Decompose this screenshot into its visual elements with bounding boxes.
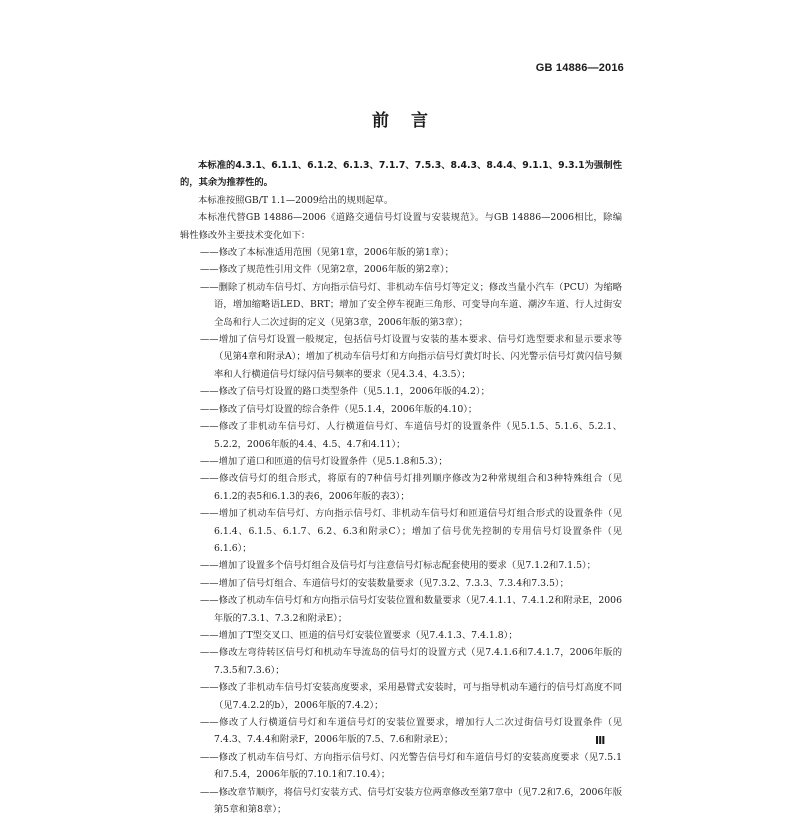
- change-list-item: ——增加了T型交叉口、匝道的信号灯安装位置要求（见7.4.1.3、7.4.1.8）；: [200, 629, 518, 641]
- change-list-item: ——修改了非机动车信号灯、人行横道信号灯、车道信号灯的设置条件（见5.1.5、5.1.6、5.2.1、5.2.2，2006年版的4.4、4.5、4.7和4.11）；: [200, 421, 622, 450]
- mandatory-clause-paragraph: 本标准的4.3.1、6.1.1、6.1.2、6.1.3、7.1.7、7.5.3、8.4.3、8.4.4、9.1.1、9.3.1为强制性的，其余为推荐性的。: [180, 160, 622, 189]
- change-list-item: ——修改章节顺序，将信号灯安装方式、信号灯安装方位两章修改至第7章中（见7.2和7.6，2006年版第5章和第8章）；: [200, 786, 622, 816]
- change-list-item: ——修改了信号灯设置的综合条件（见5.1.4，2006年版的4.10）；: [200, 403, 478, 415]
- page-number: Ⅲ: [595, 735, 606, 747]
- change-list-item: ——增加了设置多个信号灯组合及信号灯与注意信号灯标志配套使用的要求（见7.1.2和7.1.5）；: [200, 560, 596, 572]
- drafting-rules-paragraph: 本标准按照GB/T 1.1—2009给出的规则起草。: [198, 194, 394, 206]
- change-list-item: ——修改左弯待转区信号灯和机动车导流岛的信号灯的设置方式（见7.4.1.6和7.4.1.7，2006年版的7.3.5和7.3.6）；: [200, 647, 622, 676]
- change-list-item: ——修改了规范性引用文件（见第2章，2006年版的第2章）；: [200, 264, 454, 276]
- change-list-item: ——修改了本标准适用范围（见第1章，2006年版的第1章）；: [200, 247, 454, 259]
- change-list-item: ——修改了机动车信号灯和方向指示信号灯安装位置和数量要求（见7.4.1.1、7.4.1.2和附录E，2006年版的7.3.1、7.3.2和附录E）；: [200, 595, 622, 624]
- foreword-body: [180, 157, 622, 818]
- change-list-item: ——修改信号灯的组合形式，将原有的7种信号灯排列顺序修改为2种常规组合和3种特殊组合（见6.1.2的表5和6.1.3的表6，2006年版的表3）；: [200, 473, 622, 502]
- replacement-paragraph: 本标准代替GB 14886—2006《道路交通信号灯设置与安装规范》。与GB 14886—2006相比，除编辑性修改外主要技术变化如下：: [180, 212, 622, 241]
- change-list-item: ——删除了机动车信号灯、方向指示信号灯、非机动车信号灯等定义；修改当量小汽车（PCU）为缩略语，增加缩略语LED、BRT；增加了安全停车视距三角形、可变导向车道、潮汐车道、行人过街安全岛和行人二次过街的定义（见第3章，2006年版的第3章）；: [200, 281, 622, 328]
- change-list-item: ——增加了信号灯组合、车道信号灯的安装数量要求（见7.3.2、7.3.3、7.3.4和7.3.5）；: [200, 577, 569, 589]
- change-list-item: ——增加了信号灯设置一般规定，包括信号灯设置与安装的基本要求、信号灯选型要求和显示要求等（见第4章和附录A）；增加了机动车信号灯和方向指示信号灯黄灯时长、闪光警示信号灯黄闪信号频率和人行横道信号灯绿闪信号频率的要求（见4.3.4、4.3.5）；: [200, 334, 622, 380]
- technical-changes-list: [180, 244, 622, 818]
- page-title: 前言: [372, 111, 450, 131]
- change-list-item: ——增加了道口和匝道的信号灯设置条件（见5.1.8和5.3）；: [200, 455, 448, 467]
- change-list-item: ——修改了人行横道信号灯和车道信号灯的安装位置要求，增加行人二次过街信号灯设置条件（见7.4.3、7.4.4和附录F，2006年版的7.5、7.6和附录E）；: [200, 717, 622, 746]
- change-list-item: ——修改了信号灯设置的路口类型条件（见5.1.1，2006年版的4.2）；: [200, 386, 490, 398]
- standard-code: GB 14886—2016: [535, 62, 624, 74]
- change-list-item: ——增加了机动车信号灯、方向指示信号灯、非机动车信号灯和匝道信号灯组合形式的设置条件（见6.1.4、6.1.5、6.1.7、6.2、6.3和附录C）；增加了信号优先控制的专用信号灯设置条件（见6.1.6）；: [200, 508, 622, 554]
- change-list-item: ——修改了机动车信号灯、方向指示信号灯、闪光警告信号灯和车道信号灯的安装高度要求（见7.5.1和7.5.4，2006年版的7.10.1和7.10.4）；: [200, 751, 622, 781]
- change-list-item: ——修改了非机动车信号灯安装高度要求，采用悬臂式安装时，可与指导机动车通行的信号灯高度不同（见7.4.2.2的b），2006年版的7.4.2）；: [200, 682, 622, 711]
